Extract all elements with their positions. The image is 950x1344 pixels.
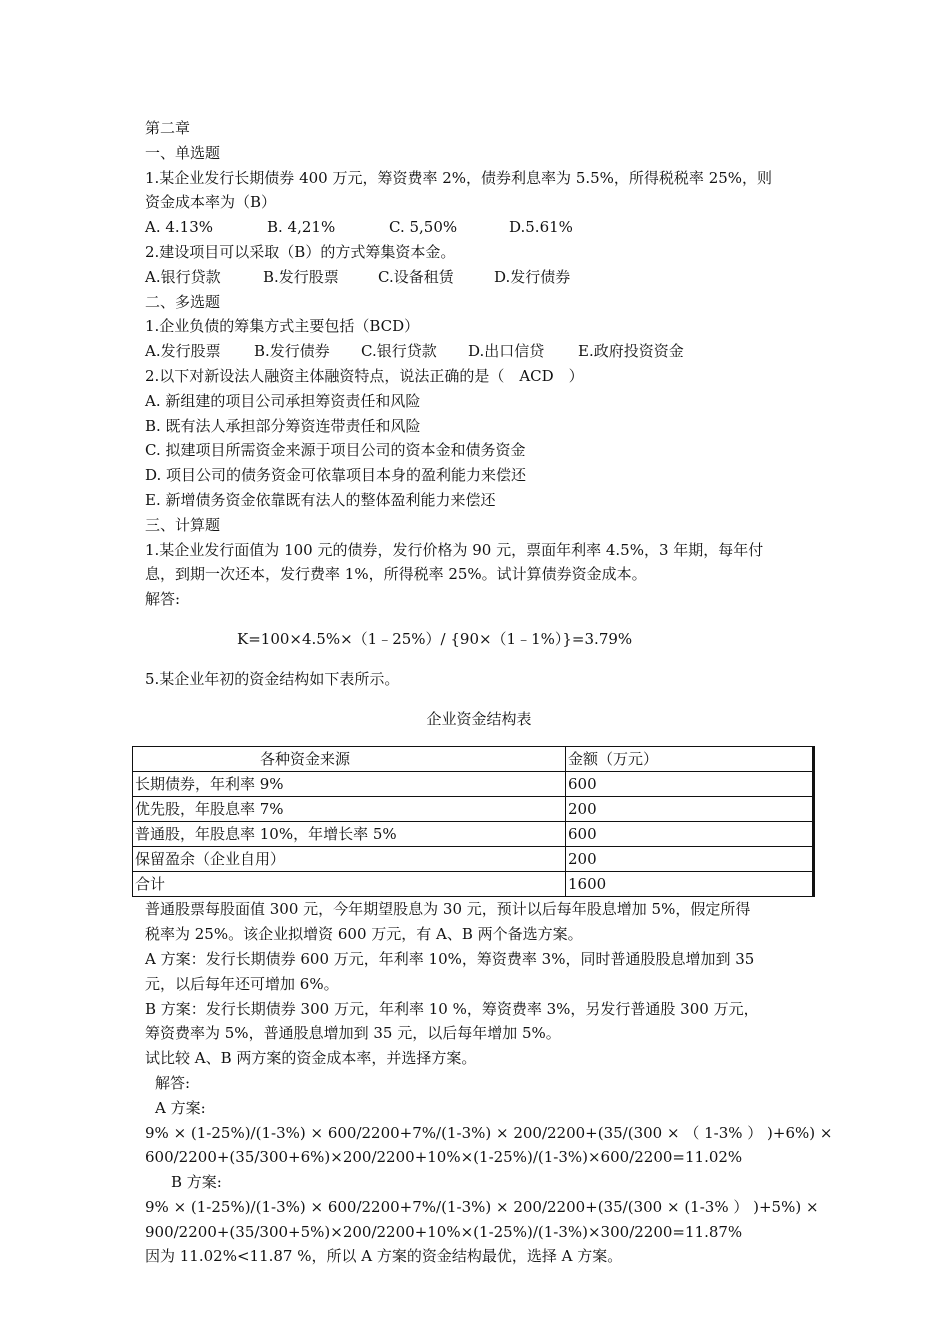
option: D.出口信贷 bbox=[468, 342, 545, 361]
table-cell: 200 bbox=[566, 797, 814, 822]
option: D.5.61% bbox=[509, 218, 573, 237]
answer-label: 解答: bbox=[145, 590, 181, 609]
option: A.银行贷款 bbox=[145, 267, 221, 286]
table-cell: 优先股，年股息率 7% bbox=[133, 797, 566, 822]
plan-b-label: B 方案: bbox=[171, 1173, 222, 1192]
option: C. 拟建项目所需资金来源于项目公司的资本金和债务资金 bbox=[145, 441, 526, 460]
table-cell: 1600 bbox=[566, 872, 814, 897]
question-text: 1.某企业发行长期债券 400 万元，筹资费率 2%，债券利息率为 5.5%，所得税税率 25%，则 bbox=[145, 168, 773, 187]
question-text: 试比较 A、B 两方案的资金成本率，并选择方案。 bbox=[145, 1049, 477, 1068]
formula-line: 900/2200+(35/300+5%)×200/2200+10%×(1-25%)/(1-3%)×300/2200=11.87% bbox=[145, 1222, 743, 1241]
option: B.发行债券 bbox=[254, 342, 330, 361]
option: C.设备租赁 bbox=[378, 267, 454, 286]
capital-structure-table bbox=[132, 746, 815, 897]
option: C. 5,50% bbox=[389, 218, 458, 237]
option: D. 项目公司的债务资金可依靠项目本身的盈利能力来偿还 bbox=[145, 466, 527, 485]
option: D.发行债券 bbox=[494, 267, 571, 286]
paragraph-line: 筹资费率为 5%，普通股息增加到 35 元，以后每年增加 5%。 bbox=[145, 1024, 561, 1043]
table-header-row bbox=[133, 747, 814, 772]
table-cell: 长期债券，年利率 9% bbox=[133, 772, 566, 797]
table-caption: 企业资金结构表 bbox=[426, 709, 532, 728]
section-heading-calculation: 三、计算题 bbox=[145, 515, 221, 534]
document-page bbox=[135, 116, 833, 1269]
option: C.银行贷款 bbox=[361, 342, 437, 361]
option: A. 新组建的项目公司承担筹资责任和风险 bbox=[145, 391, 421, 410]
option: A.发行股票 bbox=[145, 342, 221, 361]
formula-line: 9% × (1-25%)/(1-3%) × 600/2200+7%/(1-3%) × 200/2200+(35/(300 × (1-3% ） )+5%) × bbox=[145, 1197, 819, 1216]
table-cell: 600 bbox=[566, 772, 814, 797]
paragraph-line: B 方案：发行长期债券 300 万元，年利率 10 %，筹资费率 3%，另发行普通股 300 万元， bbox=[145, 999, 759, 1018]
section-heading-multiple-choice: 二、多选题 bbox=[145, 292, 221, 311]
paragraph-line: 元，以后每年还可增加 6%。 bbox=[145, 974, 339, 993]
question-text: 1.企业负债的筹集方式主要包括（BCD） bbox=[145, 317, 420, 336]
section-heading-single-choice: 一、单选题 bbox=[145, 143, 221, 162]
table-row bbox=[133, 797, 814, 822]
table-row bbox=[133, 772, 814, 797]
chapter-title: 第二章 bbox=[145, 119, 191, 137]
question-text: 息，到期一次还本，发行费率 1%，所得税率 25%。试计算债券资金成本。 bbox=[145, 565, 647, 584]
answer-options bbox=[145, 215, 813, 240]
table-cell: 保留盈余（企业自用） bbox=[133, 847, 566, 872]
table-cell: 600 bbox=[566, 822, 814, 847]
formula-line: 9% × (1-25%)/(1-3%) × 600/2200+7%/(1-3%) × 200/2200+(35/(300 × （ 1-3% ） )+6%) × bbox=[145, 1123, 833, 1142]
option: B. 4,21% bbox=[267, 218, 336, 237]
option: E. 新增债务资金依靠既有法人的整体盈利能力来偿还 bbox=[145, 490, 496, 509]
table-cell: 合计 bbox=[133, 872, 566, 897]
plan-a-label: A 方案: bbox=[155, 1098, 206, 1117]
option: E.政府投资资金 bbox=[578, 342, 684, 361]
table-cell: 普通股，年股息率 10%，年增长率 5% bbox=[133, 822, 566, 847]
option: B. 既有法人承担部分筹资连带责任和风险 bbox=[145, 416, 421, 435]
option: B.发行股票 bbox=[263, 267, 339, 286]
conclusion: 因为 11.02%<11.87 %，所以 A 方案的资金结构最优，选择 A 方案。 bbox=[145, 1247, 623, 1266]
table-header-cell: 各种资金来源 bbox=[133, 747, 566, 772]
paragraph-line: 税率为 25%。该企业拟增资 600 万元，有 A、B 两个备选方案。 bbox=[145, 925, 583, 944]
option: A. 4.13% bbox=[145, 218, 214, 237]
question-text: 2.以下对新设法人融资主体融资特点，说法正确的是（ ACD ） bbox=[145, 366, 584, 385]
question-text: 1.某企业发行面值为 100 元的债券，发行价格为 90 元，票面年利率 4.5%，3 年期，每年付 bbox=[145, 540, 764, 559]
formula-line: 600/2200+(35/300+6%)×200/2200+10%×(1-25%)/(1-3%)×600/2200=11.02% bbox=[145, 1148, 743, 1167]
answer-options bbox=[145, 265, 813, 290]
table-row bbox=[133, 847, 814, 872]
question-text: 5.某企业年初的资金结构如下表所示。 bbox=[145, 669, 400, 688]
question-text: 2.建设项目可以采取（B）的方式筹集资本金。 bbox=[145, 242, 456, 261]
question-text: 资金成本率为（B） bbox=[145, 193, 277, 212]
paragraph-line: A 方案：发行长期债券 600 万元，年利率 10%，筹资费率 3%，同时普通股股息增加到 35 bbox=[145, 949, 755, 968]
formula: K=100×4.5%×（1﹣25%）/ {90×（1﹣1%）}=3.79% bbox=[237, 629, 633, 648]
table-row bbox=[133, 872, 814, 897]
table-header-cell: 金额（万元） bbox=[566, 747, 814, 772]
answer-label: 解答: bbox=[155, 1073, 191, 1092]
answer-options bbox=[145, 339, 813, 364]
table-cell: 200 bbox=[566, 847, 814, 872]
paragraph-line: 普通股票每股面值 300 元，今年期望股息为 30 元，预计以后每年股息增加 5%，假定所得 bbox=[145, 900, 751, 919]
table-row bbox=[133, 822, 814, 847]
